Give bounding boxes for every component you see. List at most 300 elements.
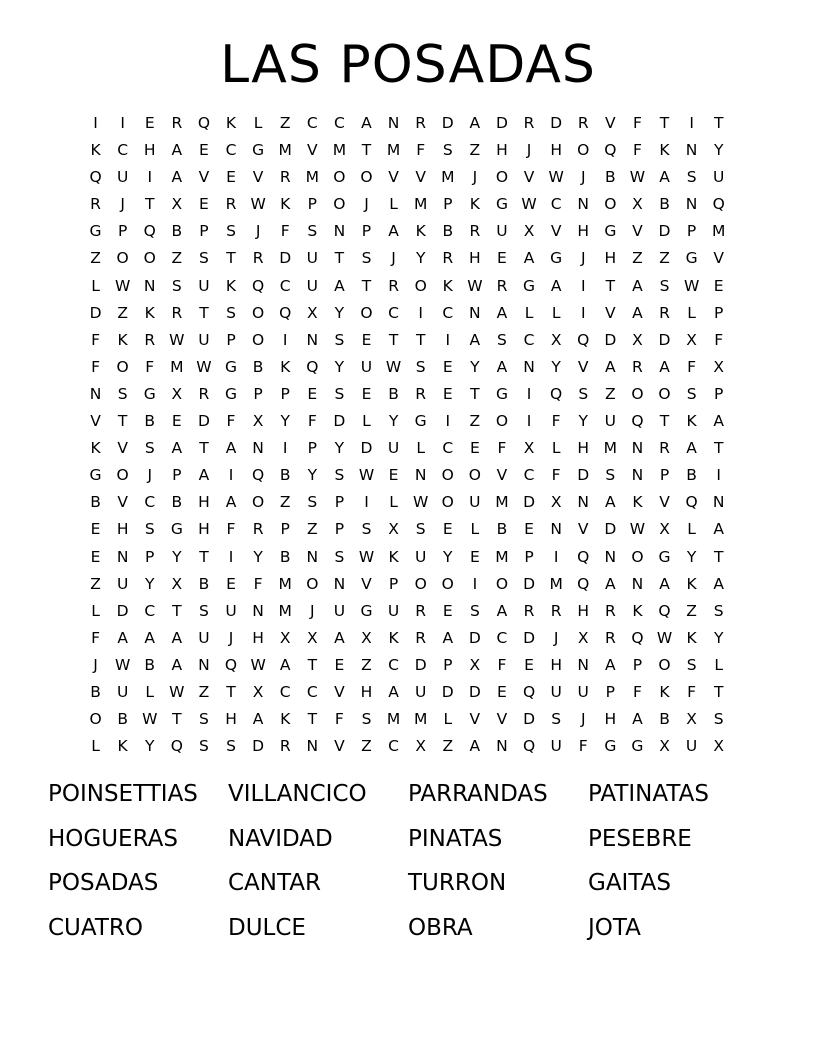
grid-letter[interactable]: M	[278, 601, 292, 620]
grid-letter[interactable]: U	[306, 276, 318, 295]
grid-letter[interactable]: M	[305, 168, 319, 187]
grid-letter[interactable]: P	[388, 574, 399, 593]
grid-letter[interactable]: J	[553, 628, 559, 647]
grid-letter[interactable]: U	[550, 737, 562, 756]
grid-letter[interactable]: R	[415, 601, 427, 620]
grid-letter[interactable]: M	[386, 141, 401, 160]
grid-letter[interactable]: K	[632, 493, 643, 512]
grid-letter[interactable]: R	[496, 276, 508, 295]
grid-letter[interactable]: E	[361, 384, 372, 403]
grid-letter[interactable]: A	[388, 682, 399, 701]
grid-letter[interactable]: R	[469, 222, 481, 241]
grid-letter[interactable]: O	[414, 276, 427, 295]
grid-letter[interactable]: G	[495, 384, 508, 403]
grid-letter[interactable]: P	[714, 303, 724, 322]
grid-letter[interactable]: R	[144, 330, 156, 349]
grid-letter[interactable]: E	[388, 466, 399, 485]
grid-letter[interactable]: K	[686, 628, 697, 647]
grid-letter[interactable]: G	[225, 357, 238, 376]
grid-letter[interactable]: U	[414, 682, 427, 701]
grid-letter[interactable]: X	[171, 574, 183, 593]
grid-letter[interactable]: S	[144, 439, 155, 458]
grid-letter[interactable]: Z	[469, 412, 481, 431]
grid-letter[interactable]: W	[385, 357, 402, 376]
grid-letter[interactable]: V	[713, 249, 724, 268]
grid-letter[interactable]: A	[279, 655, 291, 674]
grid-letter[interactable]: L	[145, 682, 155, 701]
grid-letter[interactable]: D	[523, 493, 536, 512]
grid-letter[interactable]: U	[333, 601, 346, 620]
grid-letter[interactable]: A	[334, 276, 345, 295]
grid-letter[interactable]: N	[89, 384, 102, 403]
grid-letter[interactable]: F	[334, 710, 344, 729]
grid-letter[interactable]: O	[441, 574, 454, 593]
grid-letter[interactable]: S	[361, 520, 372, 539]
grid-letter[interactable]: O	[306, 574, 319, 593]
grid-letter[interactable]: P	[334, 520, 345, 539]
grid-letter[interactable]: P	[226, 330, 236, 349]
grid-letter[interactable]: L	[416, 439, 425, 458]
grid-letter[interactable]: V	[415, 168, 426, 187]
grid-letter[interactable]: L	[687, 520, 696, 539]
grid-letter[interactable]: J	[526, 141, 532, 160]
grid-letter[interactable]: I	[282, 330, 288, 349]
grid-letter[interactable]: K	[280, 710, 291, 729]
grid-letter[interactable]: E	[442, 384, 453, 403]
grid-letter[interactable]: B	[252, 357, 264, 376]
grid-letter[interactable]: Q	[550, 384, 563, 403]
grid-letter[interactable]: S	[361, 249, 372, 268]
grid-letter[interactable]: O	[577, 141, 590, 160]
grid-letter[interactable]: I	[526, 384, 532, 403]
grid-letter[interactable]: D	[658, 330, 671, 349]
grid-letter[interactable]: P	[659, 466, 670, 485]
grid-letter[interactable]: B	[496, 520, 508, 539]
grid-letter[interactable]: E	[469, 547, 480, 566]
grid-letter[interactable]: Q	[577, 574, 590, 593]
grid-letter[interactable]: S	[199, 601, 209, 620]
grid-letter[interactable]: R	[415, 628, 427, 647]
grid-letter[interactable]: A	[632, 276, 643, 295]
grid-letter[interactable]: X	[713, 357, 725, 376]
grid-letter[interactable]: R	[279, 168, 291, 187]
grid-letter[interactable]: L	[687, 303, 696, 322]
grid-letter[interactable]: O	[604, 195, 617, 214]
grid-letter[interactable]: Y	[415, 249, 426, 268]
grid-letter[interactable]: Y	[280, 412, 290, 431]
grid-letter[interactable]: V	[496, 466, 508, 485]
grid-letter[interactable]: F	[687, 682, 697, 701]
grid-letter[interactable]: Q	[252, 276, 265, 295]
grid-letter[interactable]: U	[116, 168, 129, 187]
grid-letter[interactable]: P	[307, 195, 317, 214]
grid-letter[interactable]: K	[415, 222, 426, 241]
grid-letter[interactable]: K	[469, 195, 480, 214]
grid-letter[interactable]: T	[470, 384, 480, 403]
grid-letter[interactable]: X	[415, 737, 426, 756]
grid-letter[interactable]: B	[686, 466, 697, 485]
grid-letter[interactable]: Q	[522, 682, 536, 701]
grid-letter[interactable]: Y	[388, 412, 399, 431]
grid-letter[interactable]: Z	[306, 520, 318, 539]
grid-letter[interactable]: K	[659, 141, 670, 160]
grid-letter[interactable]: T	[117, 412, 128, 431]
grid-letter[interactable]: U	[414, 547, 427, 566]
grid-letter[interactable]: V	[496, 710, 508, 729]
grid-letter[interactable]: K	[280, 357, 291, 376]
grid-letter[interactable]: U	[306, 249, 318, 268]
grid-letter[interactable]: F	[497, 439, 507, 458]
grid-letter[interactable]: Z	[279, 114, 291, 132]
grid-letter[interactable]: I	[282, 439, 288, 458]
grid-letter[interactable]: K	[225, 114, 237, 132]
grid-letter[interactable]: N	[143, 276, 156, 295]
grid-letter[interactable]: W	[683, 276, 700, 295]
grid-letter[interactable]: S	[334, 547, 345, 566]
grid-letter[interactable]: O	[333, 195, 346, 214]
grid-letter[interactable]: S	[199, 249, 209, 268]
grid-letter[interactable]: M	[413, 710, 428, 729]
grid-letter[interactable]: S	[605, 466, 616, 485]
grid-letter[interactable]: A	[171, 141, 183, 160]
grid-letter[interactable]: I	[445, 330, 451, 349]
grid-letter[interactable]: I	[418, 303, 423, 322]
grid-letter[interactable]: F	[632, 682, 642, 701]
grid-letter[interactable]: N	[685, 195, 698, 214]
grid-letter[interactable]: A	[496, 357, 508, 376]
grid-letter[interactable]: A	[605, 655, 616, 674]
grid-letter[interactable]: T	[659, 114, 670, 132]
grid-letter[interactable]: E	[524, 655, 534, 674]
grid-letter[interactable]: I	[689, 114, 694, 132]
grid-letter[interactable]: S	[686, 655, 697, 674]
grid-letter[interactable]: A	[442, 628, 454, 647]
grid-letter[interactable]: J	[580, 249, 586, 268]
grid-letter[interactable]: D	[523, 628, 536, 647]
grid-letter[interactable]: T	[226, 682, 236, 701]
grid-letter[interactable]: A	[361, 114, 372, 132]
grid-letter[interactable]: W	[142, 710, 158, 729]
grid-letter[interactable]: D	[197, 412, 210, 431]
grid-letter[interactable]: N	[414, 466, 427, 485]
grid-letter[interactable]: S	[226, 222, 236, 241]
grid-letter[interactable]: L	[714, 655, 724, 674]
grid-letter[interactable]: Q	[522, 737, 536, 756]
grid-letter[interactable]: A	[632, 710, 643, 729]
grid-letter[interactable]: P	[253, 384, 263, 403]
grid-letter[interactable]: X	[388, 520, 399, 539]
grid-letter[interactable]: K	[90, 439, 101, 458]
grid-letter[interactable]: V	[90, 412, 101, 431]
grid-letter[interactable]: D	[89, 303, 102, 322]
grid-letter[interactable]: W	[467, 276, 483, 295]
grid-letter[interactable]: X	[361, 628, 372, 647]
grid-letter[interactable]: S	[226, 737, 236, 756]
grid-letter[interactable]: F	[280, 222, 290, 241]
grid-letter[interactable]: Z	[686, 601, 697, 620]
grid-letter[interactable]: W	[169, 330, 185, 349]
grid-letter[interactable]: U	[116, 682, 129, 701]
grid-letter[interactable]: G	[631, 737, 644, 756]
grid-letter[interactable]: N	[550, 520, 562, 539]
grid-letter[interactable]: Q	[577, 330, 590, 349]
grid-letter[interactable]: Y	[334, 439, 345, 458]
grid-letter[interactable]: A	[605, 493, 616, 512]
grid-letter[interactable]: A	[496, 303, 508, 322]
grid-letter[interactable]: N	[685, 141, 698, 160]
grid-letter[interactable]: M	[549, 574, 563, 593]
grid-letter[interactable]: S	[307, 493, 318, 512]
grid-letter[interactable]: I	[445, 412, 451, 431]
grid-letter[interactable]: Q	[712, 195, 725, 214]
grid-letter[interactable]: T	[713, 439, 724, 458]
grid-letter[interactable]: W	[413, 493, 429, 512]
grid-letter[interactable]: R	[523, 114, 535, 132]
grid-letter[interactable]: I	[716, 466, 721, 485]
grid-letter[interactable]: W	[114, 276, 131, 295]
grid-letter[interactable]: X	[523, 222, 535, 241]
grid-letter[interactable]: Q	[658, 601, 671, 620]
grid-letter[interactable]: O	[252, 330, 265, 349]
grid-letter[interactable]: K	[659, 682, 670, 701]
grid-letter[interactable]: S	[334, 330, 345, 349]
grid-letter[interactable]: V	[632, 222, 643, 241]
grid-letter[interactable]: F	[578, 737, 588, 756]
grid-letter[interactable]: W	[250, 655, 266, 674]
grid-letter[interactable]: I	[580, 276, 586, 295]
grid-letter[interactable]: A	[605, 574, 616, 593]
grid-letter[interactable]: N	[306, 547, 319, 566]
grid-letter[interactable]: Z	[605, 384, 616, 403]
grid-letter[interactable]: D	[116, 601, 129, 620]
grid-letter[interactable]: D	[523, 574, 536, 593]
grid-letter[interactable]: Z	[659, 249, 670, 268]
grid-letter[interactable]: H	[496, 141, 508, 160]
grid-letter[interactable]: M	[495, 547, 509, 566]
grid-letter[interactable]: P	[280, 384, 290, 403]
grid-letter[interactable]: X	[550, 330, 562, 349]
grid-letter[interactable]: M	[278, 141, 292, 160]
grid-letter[interactable]: O	[495, 412, 509, 431]
grid-letter[interactable]: G	[252, 141, 265, 160]
grid-letter[interactable]: Q	[197, 114, 211, 132]
grid-letter[interactable]: V	[577, 520, 589, 539]
grid-letter[interactable]: F	[551, 412, 561, 431]
grid-letter[interactable]: I	[93, 114, 98, 132]
grid-letter[interactable]: L	[524, 303, 534, 322]
grid-letter[interactable]: Q	[224, 655, 238, 674]
grid-letter[interactable]: G	[523, 276, 536, 295]
grid-letter[interactable]: V	[334, 682, 345, 701]
grid-letter[interactable]: O	[252, 493, 265, 512]
grid-letter[interactable]: Z	[171, 249, 183, 268]
grid-letter[interactable]: R	[252, 249, 264, 268]
grid-letter[interactable]: S	[551, 710, 562, 729]
grid-letter[interactable]: U	[387, 439, 400, 458]
grid-letter[interactable]: S	[361, 710, 372, 729]
grid-letter[interactable]: K	[686, 574, 697, 593]
grid-letter[interactable]: W	[656, 628, 673, 647]
grid-letter[interactable]: S	[334, 384, 345, 403]
grid-letter[interactable]: V	[198, 168, 210, 187]
grid-letter[interactable]: B	[198, 574, 210, 593]
grid-letter[interactable]: D	[658, 222, 671, 241]
grid-letter[interactable]: K	[632, 601, 643, 620]
grid-letter[interactable]: P	[524, 547, 534, 566]
grid-letter[interactable]: G	[360, 601, 373, 620]
grid-letter[interactable]: O	[495, 574, 509, 593]
grid-letter[interactable]: P	[145, 547, 155, 566]
grid-letter[interactable]: M	[332, 141, 347, 160]
grid-letter[interactable]: N	[631, 466, 644, 485]
grid-letter[interactable]: M	[441, 168, 455, 187]
grid-letter[interactable]: S	[659, 276, 670, 295]
grid-letter[interactable]: E	[497, 682, 507, 701]
grid-letter[interactable]: R	[659, 439, 670, 458]
grid-letter[interactable]: O	[116, 249, 129, 268]
grid-letter[interactable]: N	[306, 737, 319, 756]
grid-letter[interactable]: D	[468, 682, 481, 701]
grid-letter[interactable]: X	[659, 520, 670, 539]
grid-letter[interactable]: O	[658, 384, 671, 403]
grid-letter[interactable]: C	[388, 737, 399, 756]
grid-letter[interactable]: W	[169, 682, 185, 701]
grid-letter[interactable]: P	[686, 222, 697, 241]
grid-letter[interactable]: A	[388, 222, 399, 241]
grid-letter[interactable]: S	[713, 710, 724, 729]
grid-letter[interactable]: I	[553, 547, 559, 566]
grid-letter[interactable]: K	[280, 195, 291, 214]
grid-letter[interactable]: I	[580, 303, 586, 322]
grid-letter[interactable]: J	[255, 222, 261, 241]
grid-letter[interactable]: H	[550, 655, 562, 674]
grid-letter[interactable]: H	[604, 710, 617, 729]
grid-letter[interactable]: A	[632, 303, 643, 322]
grid-letter[interactable]: Y	[334, 357, 345, 376]
grid-letter[interactable]: T	[713, 114, 724, 132]
grid-letter[interactable]: J	[580, 710, 586, 729]
grid-letter[interactable]: C	[117, 141, 129, 160]
grid-letter[interactable]: L	[91, 737, 100, 756]
grid-letter[interactable]: N	[333, 222, 346, 241]
grid-letter[interactable]: S	[171, 276, 182, 295]
grid-letter[interactable]: S	[578, 384, 589, 403]
grid-letter[interactable]: Z	[442, 737, 454, 756]
grid-letter[interactable]: K	[442, 276, 453, 295]
grid-letter[interactable]: X	[713, 737, 725, 756]
grid-letter[interactable]: A	[523, 249, 535, 268]
grid-letter[interactable]: B	[144, 655, 156, 674]
grid-letter[interactable]: S	[415, 520, 426, 539]
grid-letter[interactable]: Y	[713, 628, 724, 647]
grid-letter[interactable]: A	[469, 737, 481, 756]
grid-letter[interactable]: B	[279, 466, 291, 485]
grid-letter[interactable]: W	[250, 195, 266, 214]
grid-letter[interactable]: N	[333, 574, 346, 593]
grid-letter[interactable]: Y	[578, 412, 588, 431]
grid-letter[interactable]: S	[686, 168, 697, 187]
grid-letter[interactable]: E	[199, 195, 209, 214]
grid-letter[interactable]: U	[387, 601, 400, 620]
grid-letter[interactable]: E	[469, 439, 480, 458]
grid-letter[interactable]: U	[550, 682, 562, 701]
grid-letter[interactable]: D	[577, 466, 590, 485]
grid-letter[interactable]: M	[603, 439, 618, 458]
grid-letter[interactable]: N	[306, 330, 319, 349]
grid-letter[interactable]: X	[686, 710, 697, 729]
grid-letter[interactable]: Z	[117, 303, 128, 322]
grid-letter[interactable]: X	[632, 195, 643, 214]
grid-letter[interactable]: U	[116, 574, 129, 593]
grid-letter[interactable]: A	[713, 520, 724, 539]
grid-letter[interactable]: I	[228, 547, 234, 566]
grid-letter[interactable]: X	[252, 682, 264, 701]
grid-letter[interactable]: F	[226, 520, 236, 539]
grid-letter[interactable]: T	[361, 141, 372, 160]
grid-letter[interactable]: E	[713, 276, 724, 295]
grid-letter[interactable]: G	[658, 547, 671, 566]
grid-letter[interactable]: T	[659, 412, 670, 431]
grid-letter[interactable]: O	[333, 168, 346, 187]
grid-letter[interactable]: P	[280, 520, 290, 539]
grid-letter[interactable]: Y	[713, 141, 724, 160]
grid-letter[interactable]: I	[147, 168, 153, 187]
grid-letter[interactable]: L	[253, 114, 263, 132]
grid-letter[interactable]: Y	[145, 574, 155, 593]
grid-letter[interactable]: T	[361, 276, 372, 295]
grid-letter[interactable]: N	[252, 601, 264, 620]
grid-letter[interactable]: K	[388, 628, 399, 647]
grid-letter[interactable]: I	[228, 466, 234, 485]
grid-letter[interactable]: O	[360, 168, 373, 187]
grid-letter[interactable]: X	[306, 628, 318, 647]
grid-letter[interactable]: E	[226, 168, 236, 187]
grid-letter[interactable]: N	[577, 655, 590, 674]
grid-letter[interactable]: J	[472, 168, 478, 187]
grid-letter[interactable]: F	[687, 357, 697, 376]
grid-letter[interactable]: A	[659, 357, 670, 376]
grid-letter[interactable]: P	[714, 384, 724, 403]
grid-letter[interactable]: I	[364, 493, 369, 512]
grid-letter[interactable]: P	[117, 222, 128, 241]
grid-letter[interactable]: C	[496, 628, 508, 647]
grid-letter[interactable]: N	[631, 439, 644, 458]
grid-letter[interactable]: H	[116, 520, 129, 539]
grid-letter[interactable]: S	[117, 384, 128, 403]
grid-letter[interactable]: N	[116, 547, 129, 566]
grid-letter[interactable]: T	[307, 710, 318, 729]
grid-letter[interactable]: R	[198, 384, 210, 403]
grid-letter[interactable]: M	[170, 357, 184, 376]
grid-letter[interactable]: T	[307, 655, 318, 674]
grid-letter[interactable]: D	[604, 520, 617, 539]
grid-letter[interactable]: A	[686, 439, 697, 458]
grid-letter[interactable]: K	[90, 141, 101, 160]
grid-letter[interactable]: V	[252, 168, 264, 187]
grid-letter[interactable]: A	[659, 574, 670, 593]
grid-letter[interactable]: B	[117, 710, 128, 729]
grid-letter[interactable]: O	[143, 249, 156, 268]
grid-letter[interactable]: U	[360, 357, 373, 376]
grid-letter[interactable]: G	[89, 466, 102, 485]
grid-letter[interactable]: V	[550, 222, 562, 241]
grid-letter[interactable]: A	[198, 466, 210, 485]
grid-letter[interactable]: R	[550, 601, 562, 620]
grid-letter[interactable]: Y	[443, 547, 453, 566]
grid-letter[interactable]: B	[659, 710, 670, 729]
grid-letter[interactable]: R	[279, 737, 291, 756]
grid-letter[interactable]: R	[632, 357, 643, 376]
